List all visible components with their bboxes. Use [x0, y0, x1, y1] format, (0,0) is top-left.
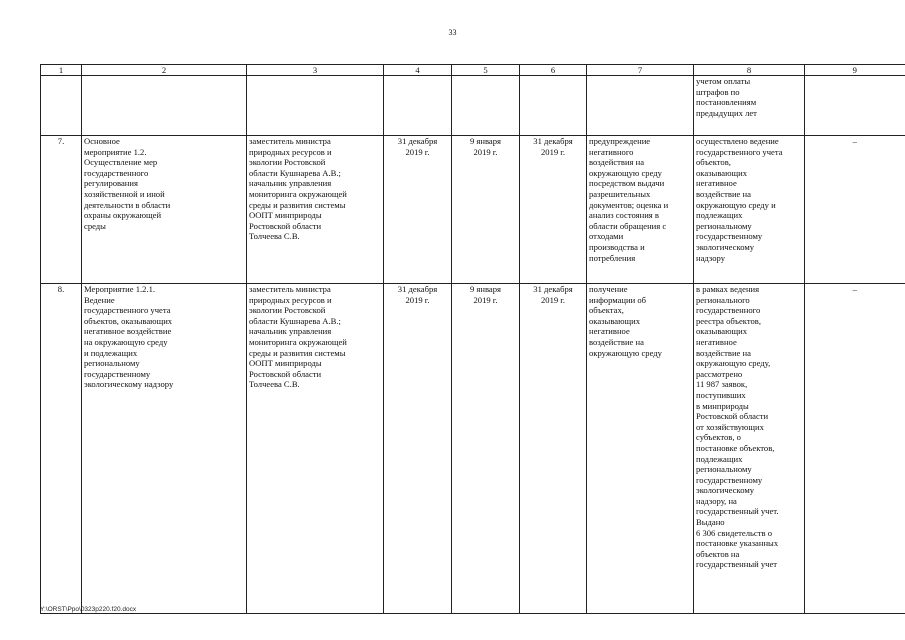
text-line: субъектов, о — [696, 432, 741, 443]
text-line: оказывающих — [696, 326, 748, 337]
text-line: Ростовской области — [696, 411, 769, 422]
text-line: на окружающую среду — [84, 336, 168, 347]
cell-start-date — [452, 284, 520, 614]
text-line: разрешительных — [589, 188, 651, 199]
text-line: негативное — [696, 336, 737, 347]
cell-end-date — [520, 136, 587, 284]
text-line: государственный учет — [696, 559, 778, 570]
text-line: оказывающих — [589, 315, 641, 326]
text-line: оказывающих — [696, 167, 748, 178]
text-line: ООПТ минприроды — [249, 210, 322, 221]
table-row — [41, 136, 905, 284]
text-line: природных ресурсов и — [249, 146, 332, 157]
text-line: объектов, оказывающих — [84, 315, 173, 326]
text-line: потребления — [589, 252, 636, 263]
text-line: экологическому надзору — [84, 379, 174, 390]
text-line: негативное — [589, 326, 630, 337]
text-line: среды и развития системы — [249, 199, 346, 210]
text-line: анализ состояния в — [589, 210, 659, 221]
cell-planned-date — [384, 136, 452, 284]
column-number-row — [41, 65, 905, 76]
text-line: 31 декабря — [533, 284, 573, 294]
text-line: области обращения с — [589, 220, 667, 231]
text-line: государственный учет. — [696, 506, 779, 517]
column-number: 8 — [694, 65, 805, 76]
text-line: начальник управления — [249, 326, 332, 337]
text-line: в минприроды — [696, 400, 749, 411]
text-line: посредством выдачи — [589, 178, 665, 189]
text-line: Ростовской области — [249, 368, 322, 379]
text-line: штрафов по — [696, 86, 740, 97]
text-line: негативного — [589, 146, 634, 157]
text-line: 2019 г. — [540, 146, 566, 157]
text-line: Толчеева С.В. — [249, 231, 300, 242]
text-line: области Кушнарева А.В.; — [249, 167, 341, 178]
text-line: получение — [589, 284, 628, 294]
text-line: окружающую среду — [589, 347, 662, 358]
text-line: окружающую среду и — [696, 199, 776, 210]
text-line: предыдущих лет — [696, 107, 757, 118]
text-line: от хозяйствующих — [696, 421, 764, 432]
cell-empty — [452, 76, 520, 136]
cell-empty — [247, 76, 384, 136]
text-line: реестра объектов, — [696, 315, 761, 326]
text-line: среды и развития системы — [249, 347, 346, 358]
cell-responsible — [247, 136, 384, 284]
column-number: 3 — [247, 65, 384, 76]
text-line: ООПТ минприроды — [249, 358, 322, 369]
text-line: 2019 г. — [405, 146, 430, 157]
text-line: Ростовской области — [249, 220, 322, 231]
cell-empty — [520, 76, 587, 136]
text-line: 2019 г. — [473, 294, 498, 305]
text-line: 6 306 свидетельств о — [696, 527, 772, 538]
column-number: 1 — [41, 65, 82, 76]
text-line: региональному — [696, 464, 752, 475]
page-number: 33 — [448, 28, 457, 37]
cell-expected-result — [587, 284, 694, 614]
text-line: воздействие на — [696, 188, 751, 199]
text-line: воздействие на — [696, 347, 751, 358]
cell-empty — [82, 76, 247, 136]
cell-actual-result — [694, 76, 805, 136]
text-line: 9 января — [469, 284, 501, 294]
text-line: объектов, — [696, 157, 731, 168]
continuation-row — [41, 76, 905, 136]
text-line: негативное воздействие — [84, 326, 172, 337]
text-line: 31 декабря — [533, 136, 573, 146]
text-line: области Кушнарева А.В.; — [249, 315, 341, 326]
text-line: государственного — [84, 167, 149, 178]
text-line: Толчеева С.В. — [249, 379, 300, 390]
text-line: воздействие на — [589, 336, 644, 347]
text-line: 2019 г. — [540, 294, 566, 305]
cell-empty — [587, 76, 694, 136]
text-line: надзору, на — [696, 495, 737, 506]
text-line: заместитель министра — [249, 136, 331, 146]
text-line: информации об — [589, 294, 647, 305]
text-line: государственного учета — [696, 146, 783, 157]
text-line: предупреждение — [589, 136, 651, 146]
text-line: окружающую среду, — [696, 358, 771, 369]
text-line: хозяйственной и иной — [84, 188, 165, 199]
text-line: государственному — [84, 368, 151, 379]
text-line: подлежащих — [696, 453, 743, 464]
text-line: в рамках ведения — [696, 284, 760, 294]
text-line: мероприятие 1.2. — [84, 146, 147, 157]
cell-actual-result — [694, 136, 805, 284]
cell-expected-result — [587, 136, 694, 284]
text-line: Основное — [84, 136, 120, 146]
text-line: среды — [84, 220, 106, 231]
column-number: 2 — [82, 65, 247, 76]
text-line: государственному — [696, 231, 763, 242]
column-number: 7 — [587, 65, 694, 76]
text-line: документов; оценка и — [589, 199, 669, 210]
text-line: регулирования — [84, 178, 138, 189]
cell-row-number: 8. — [41, 284, 82, 614]
text-line: объектов на — [696, 548, 740, 559]
cell-empty — [384, 76, 452, 136]
text-line: региональному — [696, 220, 752, 231]
text-line: надзору — [696, 252, 726, 263]
text-line: природных ресурсов и — [249, 294, 332, 305]
text-line: охраны окружающей — [84, 210, 162, 221]
report-table — [40, 64, 905, 614]
text-line: рассмотрено — [696, 368, 743, 379]
cell-row-number: 7. — [41, 136, 82, 284]
cell-note: – — [805, 136, 905, 284]
text-line: воздействия на — [589, 157, 645, 168]
text-line: начальник управления — [249, 178, 332, 189]
text-line: постановке объектов, — [696, 442, 775, 453]
text-line: государственного — [696, 305, 761, 316]
file-path-footer: Y:\ORST\Ppo\0323p220.f20.docx — [40, 606, 137, 613]
text-line: подлежащих — [696, 210, 743, 221]
text-line: постановке указанных — [696, 538, 779, 549]
cell-empty — [41, 76, 82, 136]
column-number: 6 — [520, 65, 587, 76]
text-line: отходами — [589, 231, 624, 242]
text-line: Выдано — [696, 517, 725, 528]
cell-end-date — [520, 284, 587, 614]
text-line: поступивших — [696, 389, 746, 400]
cell-note: – — [805, 284, 905, 614]
text-line: 31 декабря — [397, 284, 438, 294]
text-line: постановлениям — [696, 97, 757, 108]
text-line: экологическому — [696, 485, 755, 496]
text-line: заместитель министра — [249, 284, 331, 294]
text-line: Ведение — [84, 294, 115, 305]
text-line: окружающую среду — [589, 167, 662, 178]
text-line: регионального — [696, 294, 750, 305]
text-line: 9 января — [469, 136, 501, 146]
cell-planned-date — [384, 284, 452, 614]
text-line: Мероприятие 1.2.1. — [84, 284, 156, 294]
column-number: 9 — [805, 65, 905, 76]
cell-responsible — [247, 284, 384, 614]
text-line: Осуществление мер — [84, 157, 158, 168]
text-line: 11 987 заявок, — [696, 379, 748, 390]
text-line: 2019 г. — [473, 146, 498, 157]
cell-start-date — [452, 136, 520, 284]
text-line: мониторинга окружающей — [249, 188, 347, 199]
cell-activity-name — [82, 284, 247, 614]
text-line: объектах, — [589, 305, 624, 316]
cell-empty — [805, 76, 905, 136]
table-row — [41, 284, 905, 614]
text-line: государственного учета — [84, 305, 171, 316]
text-line: негативное — [696, 178, 737, 189]
text-line: 31 декабря — [397, 136, 438, 146]
text-line: учетом оплаты — [696, 76, 751, 86]
text-line: региональному — [84, 358, 140, 369]
column-number: 4 — [384, 65, 452, 76]
text-line: 2019 г. — [405, 294, 430, 305]
text-line: экологии Ростовской — [249, 305, 326, 316]
text-line: государственному — [696, 474, 763, 485]
text-line: экологическому — [696, 241, 755, 252]
text-line: экологии Ростовской — [249, 157, 326, 168]
cell-activity-name — [82, 136, 247, 284]
text-line: осуществлено ведение — [696, 136, 779, 146]
text-line: деятельности в области — [84, 199, 171, 210]
column-number: 5 — [452, 65, 520, 76]
text-line: мониторинга окружающей — [249, 336, 347, 347]
text-line: и подлежащих — [84, 347, 138, 358]
text-line: производства и — [589, 241, 645, 252]
cell-actual-result — [694, 284, 805, 614]
